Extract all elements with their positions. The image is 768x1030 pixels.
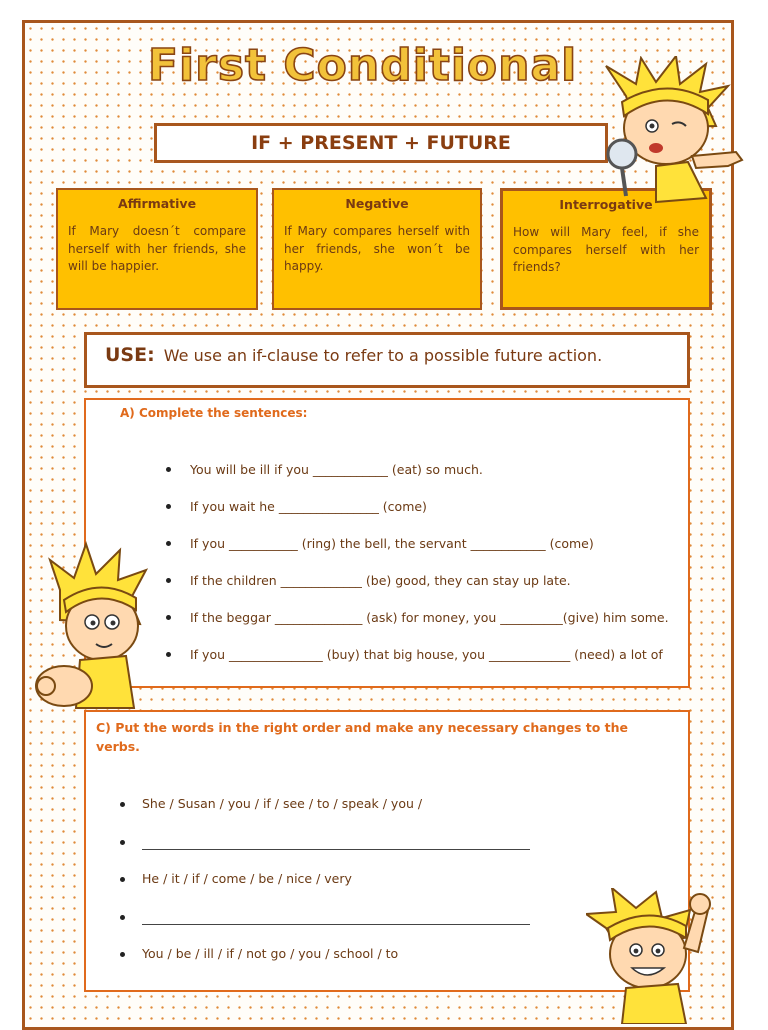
exercise-c-list [142,794,582,982]
list-item: If the beggar ______________ (ask) for money, you __________(give) him some. [190,606,690,629]
answer-line [142,907,582,945]
kid-pointing-illustration [30,540,160,710]
list-item: He / it / if / come / be / nice / very [142,869,582,907]
answer-line [142,832,582,870]
list-item: If you _______________ (buy) that big house, you _____________ (need) a lot of [190,643,690,666]
affirmative-box [56,188,258,310]
exercise-a [84,398,690,688]
affirmative-example: If Mary doesn´t compare herself with her friends, she will be happier. [68,224,246,273]
negative-example: If Mary compares herself with her friends, she won´t be happy. [284,224,470,273]
formula-banner: IF + PRESENT + FUTURE [154,123,608,163]
interrogative-example: How will Mary feel, if she compares herself with her friends? [513,225,699,274]
exercise-a-heading: A) Complete the sentences: [120,406,308,420]
negative-heading: Negative [345,196,409,211]
list-item: If you wait he ________________ (come) [190,495,690,518]
list-item: If the children _____________ (be) good, they can stay up late. [190,569,690,592]
kid-magnifier-illustration [596,56,746,206]
list-item: You will be ill if you ____________ (eat) so much. [190,458,690,481]
use-box [84,332,690,388]
use-label: USE: [105,344,155,366]
interrogative-heading: Interrogative [559,197,653,212]
list-item: You / be / ill / if / not go / you / school / to [142,944,582,982]
interrogative-box [500,188,712,310]
exercise-c-heading: C) Put the words in the right order and make any necessary changes to the verbs. [96,720,629,754]
list-item: She / Susan / you / if / see / to / speak / you / [142,794,582,832]
kid-cheering-illustration [586,888,726,1024]
negative-box [272,188,482,310]
list-item: If you ___________ (ring) the bell, the servant ____________ (come) [190,532,690,555]
affirmative-heading: Affirmative [117,196,197,211]
use-text: We use an if-clause to refer to a possible future action. [163,346,603,365]
exercise-a-list [166,458,690,680]
page-title: First Conditional [148,40,578,91]
